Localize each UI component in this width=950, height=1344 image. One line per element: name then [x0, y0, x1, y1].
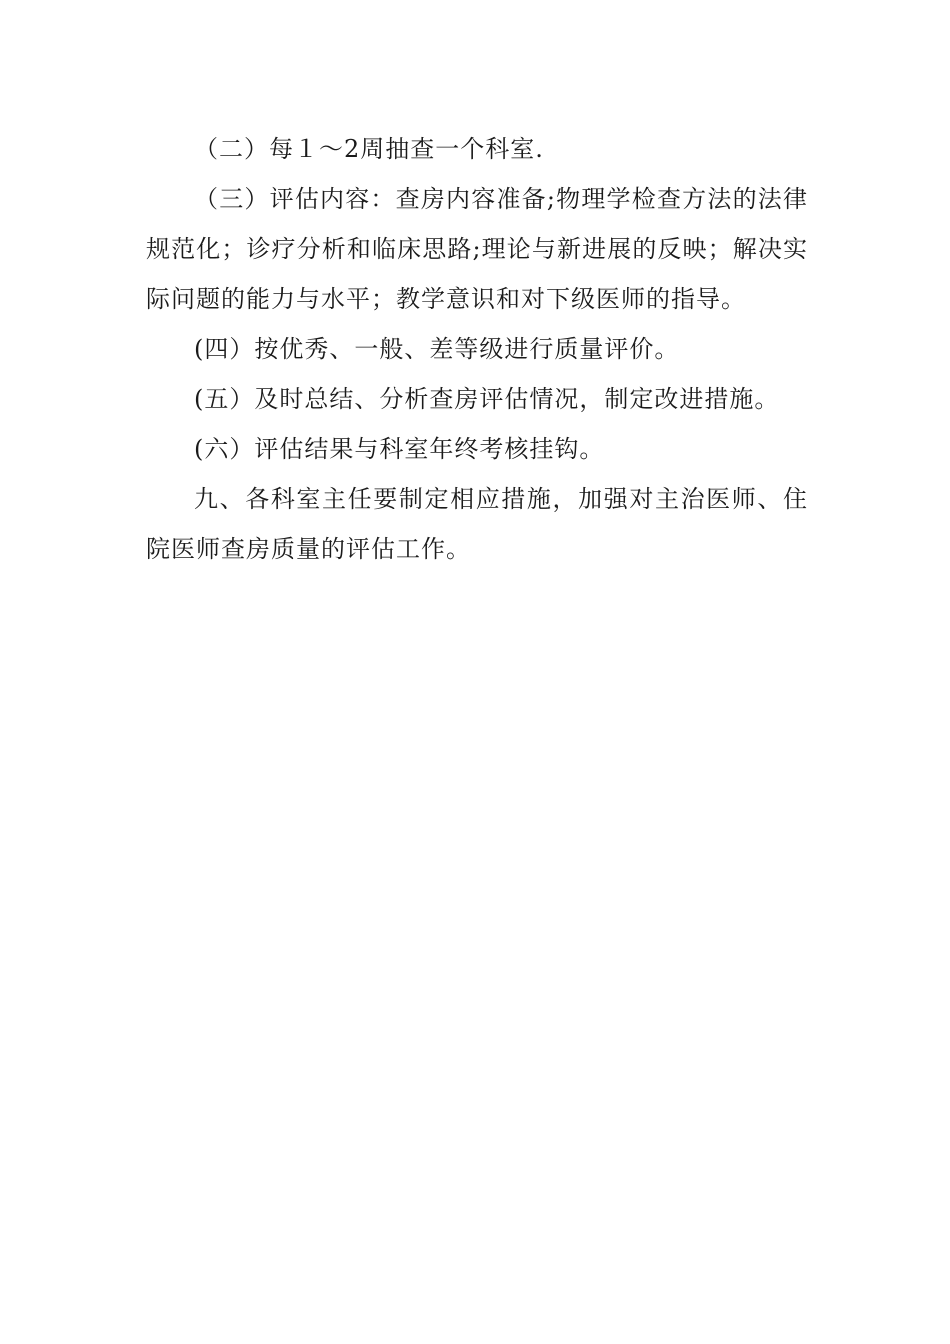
- paragraph-summary-analysis: (五）及时总结、分析查房评估情况，制定改进措施。: [194, 385, 780, 413]
- paragraph-sampling-frequency: （二）每１～2周抽查一个科室.: [194, 135, 544, 163]
- document-body: [146, 124, 808, 574]
- paragraph-assessment-link: (六）评估结果与科室年终考核挂钩。: [194, 435, 605, 463]
- paragraph-quality-grading: (四）按优秀、一般、差等级进行质量评价。: [194, 335, 680, 363]
- paragraph-evaluation-content: （三）评估内容：查房内容准备;物理学检查方法的法律规范化；诊疗分析和临床思路;理论与新进展的反映；解决实际问题的能力与水平；教学意识和对下级医师的指导。: [146, 185, 808, 313]
- paragraph-department-measures: 九、各科室主任要制定相应措施，加强对主治医师、住院医师查房质量的评估工作。: [146, 485, 808, 563]
